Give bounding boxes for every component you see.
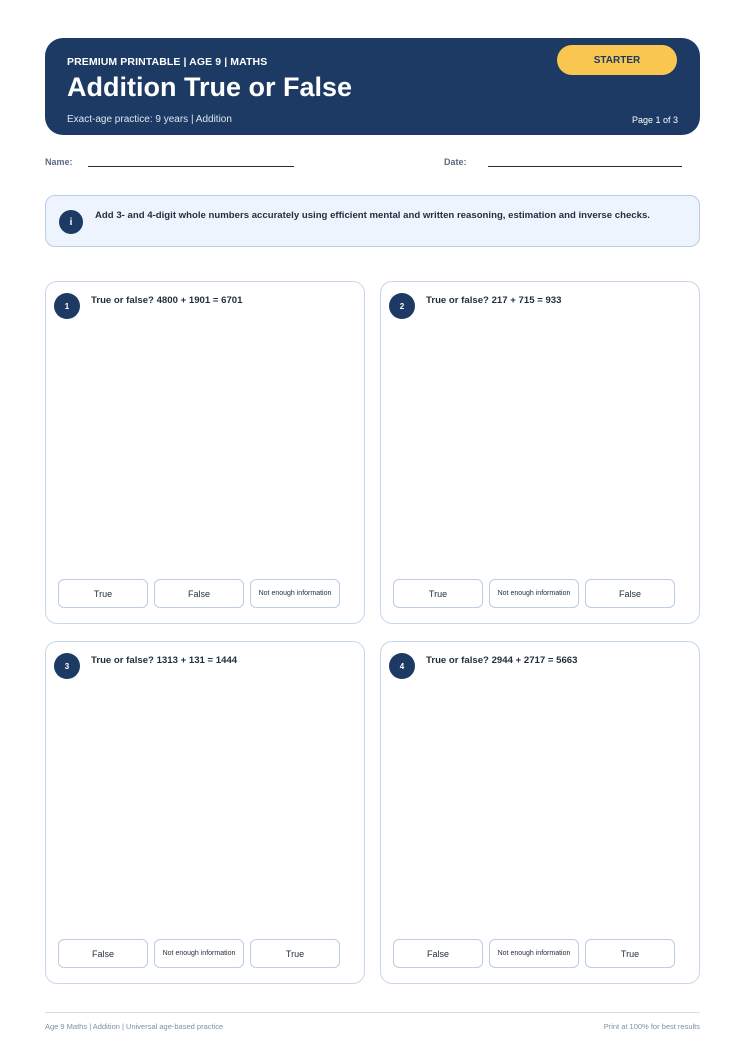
info-icon: i xyxy=(59,210,83,234)
answer-option[interactable]: False xyxy=(585,579,675,608)
page-number: Page 1 of 3 xyxy=(631,115,678,125)
page-title: Addition True or False xyxy=(67,72,353,102)
question-number: 3 xyxy=(54,653,80,679)
question-text: True or false? 217 + 715 = 933 xyxy=(426,295,562,306)
answer-option[interactable]: True xyxy=(393,579,483,608)
answer-option[interactable]: False xyxy=(154,579,244,608)
name-line[interactable] xyxy=(88,166,294,167)
objective-box xyxy=(45,195,700,247)
answer-option[interactable]: Not enough information xyxy=(489,579,579,608)
question-text: True or false? 1313 + 131 = 1444 xyxy=(91,655,238,666)
question-card-4 xyxy=(380,641,700,984)
footer-left-text: Age 9 Maths | Addition | Universal age-based practice xyxy=(45,1022,224,1031)
date-label: Date: xyxy=(444,157,467,167)
header-kicker: PREMIUM PRINTABLE | AGE 9 | MATHS xyxy=(67,56,268,68)
question-number: 1 xyxy=(54,293,80,319)
question-text: True or false? 2944 + 2717 = 5663 xyxy=(426,655,578,666)
footer-divider xyxy=(45,1012,700,1013)
answer-option[interactable]: Not enough information xyxy=(154,939,244,968)
question-text: True or false? 4800 + 1901 = 6701 xyxy=(91,295,243,306)
objective-text: Add 3- and 4-digit whole numbers accurately using efficient mental and written reasoning, estimation and inverse checks. xyxy=(95,210,650,221)
header-subtitle: Exact-age practice: 9 years | Addition xyxy=(67,114,232,125)
question-card-2 xyxy=(380,281,700,624)
question-card-1 xyxy=(45,281,365,624)
question-number: 4 xyxy=(389,653,415,679)
worksheet-header xyxy=(45,38,700,135)
name-label: Name: xyxy=(45,157,73,167)
question-number: 2 xyxy=(389,293,415,319)
answer-option[interactable]: True xyxy=(250,939,340,968)
answer-option[interactable]: True xyxy=(585,939,675,968)
question-card-3 xyxy=(45,641,365,984)
level-badge: STARTER xyxy=(557,45,677,75)
answer-option[interactable]: False xyxy=(393,939,483,968)
answer-option[interactable]: True xyxy=(58,579,148,608)
footer-right-text: Print at 100% for best results xyxy=(603,1022,700,1031)
answer-option[interactable]: Not enough information xyxy=(489,939,579,968)
answer-option[interactable]: Not enough information xyxy=(250,579,340,608)
date-line[interactable] xyxy=(488,166,682,167)
answer-option[interactable]: False xyxy=(58,939,148,968)
